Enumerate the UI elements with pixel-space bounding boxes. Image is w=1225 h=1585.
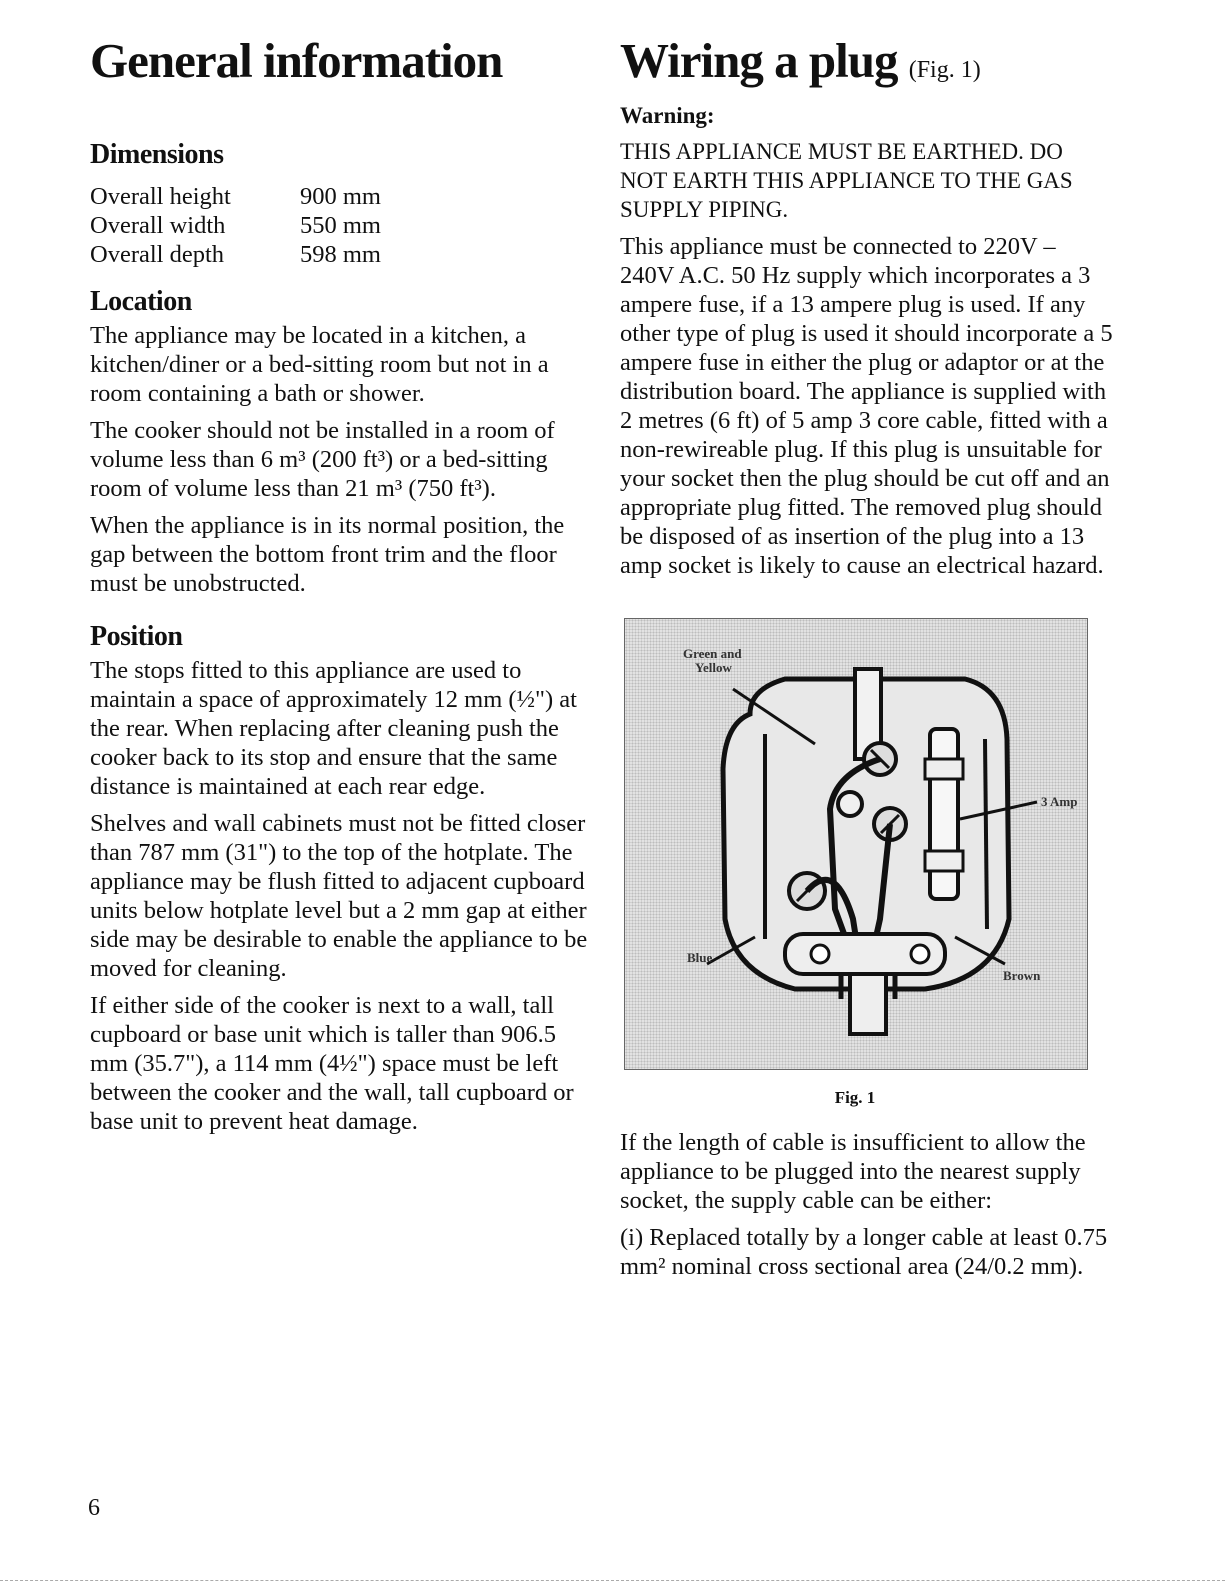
location-paragraph: The cooker should not be installed in a room of volume less than 6 m³ (200 ft³) or a bed-sitting room of volume less than 21 m³ (750 ft³). <box>90 417 555 502</box>
dimension-row-height <box>90 182 595 211</box>
general-information-title: General information <box>90 33 503 88</box>
dimension-label: Overall width <box>90 212 226 239</box>
label-green-line: Green and <box>683 646 742 661</box>
dimension-row-width <box>90 211 595 240</box>
label-green-yellow <box>683 647 742 675</box>
figure-reference: (Fig. 1) <box>908 57 981 83</box>
fuse <box>930 729 958 899</box>
wiring-a-plug-title <box>620 30 1115 101</box>
dimensions-heading: Dimensions <box>90 139 224 170</box>
wiring-paragraph: If the length of cable is insufficient to allow the appliance to be plugged into the nearest supply socket, the supply cable can be either: <box>620 1129 1086 1214</box>
figure-caption: Fig. 1 <box>834 1088 876 1107</box>
dimension-value: 900 mm <box>300 183 381 210</box>
dimension-value: 550 mm <box>300 212 381 239</box>
position-paragraph: Shelves and wall cabinets must not be fitted closer than 787 mm (31") to the top of the hotplate. The appliance may be flush fitted to adjacent cupboard units below hotplate level but a 2 mm gap at either side may be desirable to enable the appliance to be moved for cleaning. <box>90 810 588 982</box>
location-paragraph: The appliance may be located in a kitchen, a kitchen/diner or a bed-sitting room but not in a room containing a bath or shower. <box>90 322 549 407</box>
warning-label: Warning: <box>620 103 715 128</box>
wiring-paragraph: This appliance must be connected to 220V – 240V A.C. 50 Hz supply which incorporates a 3 ampere fuse, if a 13 ampere plug is used. If any other type of plug is used it should incorporate a 5 ampere fuse in either the plug or adaptor or at the distribution board. The appliance is supplied with 2 metres (6 ft) of 5 amp 3 core cable, fitted with a non-rewireable plug. If this plug is unsuitable for your socket then the plug should be cut off and an appropriate plug fitted. The removed plug should be disposed of as insertion of the plug into a 13 amp socket is likely to cause an electrical hazard. <box>620 233 1113 579</box>
dimensions-section <box>90 136 595 269</box>
page-bottom-rule <box>0 1580 1225 1581</box>
label-blue: Blue <box>687 950 713 965</box>
cable <box>850 974 886 1034</box>
label-brown: Brown <box>1003 968 1041 983</box>
location-paragraph: When the appliance is in its normal position, the gap between the bottom front trim and the floor must be unobstructed. <box>90 512 565 597</box>
dimensions-table <box>90 182 595 269</box>
dimension-row-depth <box>90 240 595 269</box>
right-column <box>620 30 1115 1289</box>
page-number: 6 <box>88 1495 100 1521</box>
wiring-paragraph: (i) Replaced totally by a longer cable at least 0.75 mm² nominal cross sectional area (24/0.2 mm). <box>620 1224 1108 1280</box>
dimension-label: Overall height <box>90 183 231 210</box>
plug-wiring-diagram <box>624 618 1088 1070</box>
left-column <box>90 30 595 1144</box>
position-heading: Position <box>90 621 183 652</box>
label-yellow-line: Yellow <box>695 660 732 675</box>
label-fuse: 3 Amp <box>1041 794 1078 809</box>
position-paragraph: The stops fitted to this appliance are used to maintain a space of approximately 12 mm (½") at the rear. When replacing after cleaning push the cooker back to its stop and ensure that the same distance is maintained at each rear edge. <box>90 657 577 800</box>
location-section <box>90 283 595 598</box>
plug-illustration <box>625 619 1087 1069</box>
warning-text: THIS APPLIANCE MUST BE EARTHED. DO NOT EARTH THIS APPLIANCE TO THE GAS SUPPLY PIPING. <box>620 139 1073 222</box>
position-section <box>90 618 595 1136</box>
terminal-neutral <box>838 792 862 816</box>
position-paragraph: If either side of the cooker is next to a wall, tall cupboard or base unit which is taller than 906.5 mm (35.7"), a 114 mm (4½") space must be left between the cooker and the wall, tall cupboard or base unit to prevent heat damage. <box>90 992 574 1135</box>
location-heading: Location <box>90 286 192 317</box>
dimension-value: 598 mm <box>300 241 381 268</box>
dimension-label: Overall depth <box>90 241 225 268</box>
wiring-title-text: Wiring a plug <box>620 33 898 88</box>
